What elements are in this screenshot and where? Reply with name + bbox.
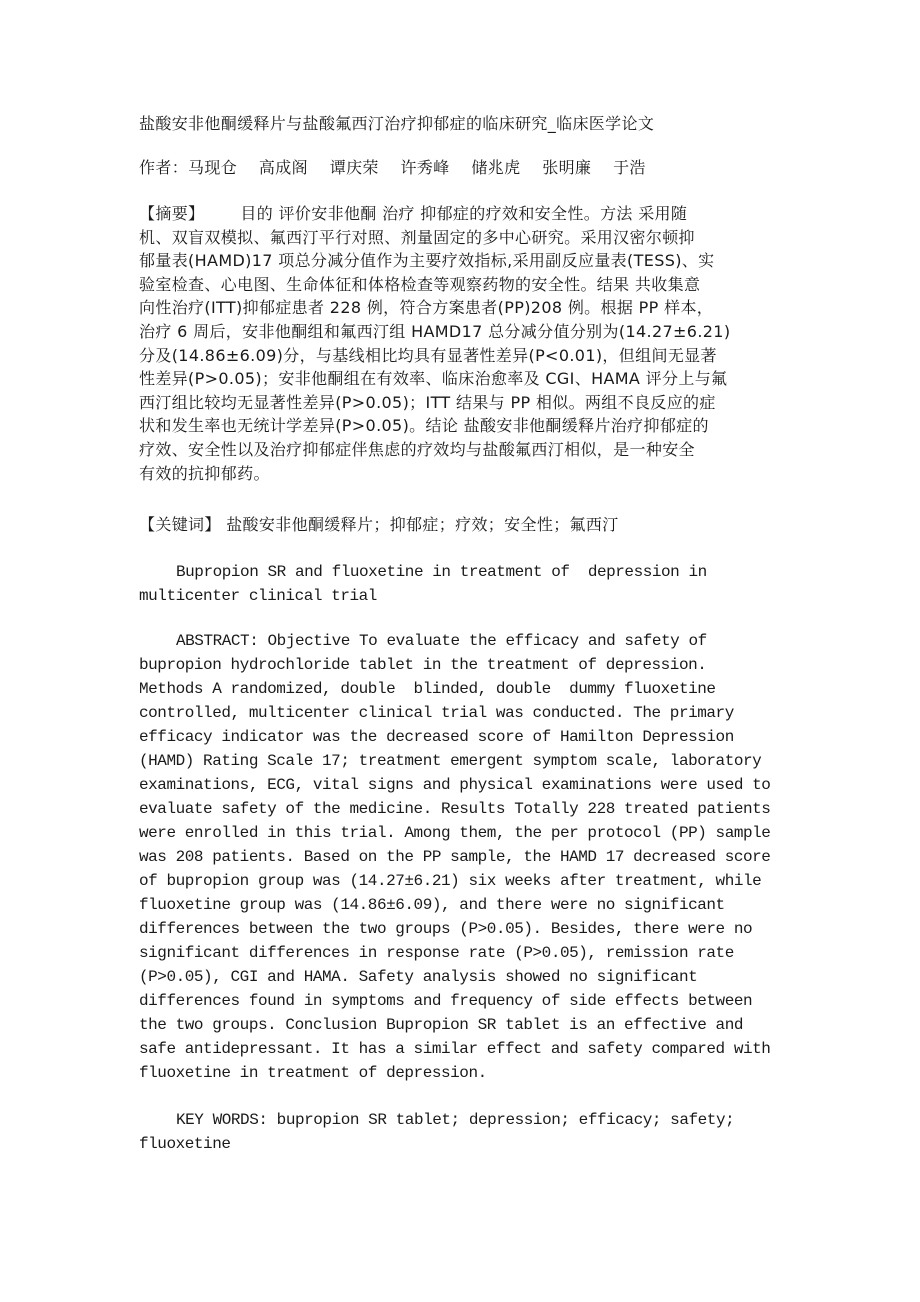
abstract-en-line: safe antidepressant. It has a similar effect and safety compared with <box>139 1040 771 1058</box>
keywords-en-line: KEY WORDS: bupropion SR tablet; depression; efficacy; safety; <box>176 1111 735 1129</box>
abstract-en-line: differences found in symptoms and frequency of side effects between <box>139 992 753 1010</box>
abstract-cn-line: 验室检查、心电图、生命体征和体格检查等观察药物的安全性。结果 共收集意 <box>139 275 701 294</box>
abstract-cn-line: 分及(14.86±6.09)分，与基线相比均具有显著性差异(P<0.01)，但组间无显著 <box>139 346 717 365</box>
abstract-cn-line: 目的 评价安非他酮 治疗 抑郁症的疗效和安全性。方法 采用随 <box>240 204 688 223</box>
document-title: 盐酸安非他酮缓释片与盐酸氟西汀治疗抑郁症的临床研究_临床医学论文 <box>139 114 655 133</box>
abstract-en-line: differences between the two groups (P>0.05). Besides, there were no <box>139 920 753 938</box>
english-title-line: Bupropion SR and fluoxetine in treatment of depression in <box>176 563 707 581</box>
abstract-cn-first-line <box>139 204 687 224</box>
abstract-cn-line: 疗效、安全性以及治疗抑郁症伴焦虑的疗效均与盐酸氟西汀相似，是一种安全 <box>139 440 695 459</box>
keywords-en-line: fluoxetine <box>139 1135 231 1153</box>
abstract-cn-line: 治疗 6 周后，安非他酮组和氟西汀组 HAMD17 总分减分值分别为(14.27±6.21) <box>139 322 731 341</box>
abstract-en-line: the two groups. Conclusion Bupropion SR tablet is an effective and <box>139 1016 744 1034</box>
keywords-cn-label: 【关键词】 <box>139 515 221 534</box>
abstract-en-line: ABSTRACT: Objective To evaluate the efficacy and safety of <box>176 632 707 650</box>
keywords-cn-text: 盐酸安非他酮缓释片；抑郁症；疗效；安全性；氟西汀 <box>226 515 619 534</box>
abstract-cn-line: 郁量表(HAMD)17 项总分减分值作为主要疗效指标,采用副反应量表(TESS)、实 <box>139 251 715 270</box>
abstract-en-line: efficacy indicator was the decreased score of Hamilton Depression <box>139 728 734 746</box>
abstract-en-line: Methods A randomized, double blinded, double dummy fluoxetine <box>139 680 716 698</box>
abstract-cn-line: 西汀组比较均无显著性差异(P>0.05)；ITT 结果与 PP 相似。两组不良反应的症 <box>139 393 716 412</box>
abstract-en-line: significant differences in response rate (P>0.05), remission rate <box>139 944 734 962</box>
abstract-cn-line: 有效的抗抑郁药。 <box>139 464 270 483</box>
abstract-en-line: (P>0.05), CGI and HAMA. Safety analysis showed no significant <box>139 968 698 986</box>
abstract-cn-line: 向性治疗(ITT)抑郁症患者 228 例，符合方案患者(PP)208 例。根据 PP 样本， <box>139 298 714 317</box>
abstract-en-line: were enrolled in this trial. Among them, the per protocol (PP) sample <box>139 824 771 842</box>
abstract-en-line: bupropion hydrochloride tablet in the treatment of depression. <box>139 656 707 674</box>
abstract-en-line: fluoxetine in treatment of depression. <box>139 1064 487 1082</box>
authors-line: 作者：马现仓 高成阁 谭庆荣 许秀峰 储兆虎 张明廉 于浩 <box>139 158 646 177</box>
keywords-cn <box>139 515 619 535</box>
abstract-en-line: fluoxetine group was (14.86±6.09), and there were no significant <box>139 896 725 914</box>
abstract-en-line: was 208 patients. Based on the PP sample, the HAMD 17 decreased score <box>139 848 771 866</box>
abstract-en-line: evaluate safety of the medicine. Results Totally 228 treated patients <box>139 800 771 818</box>
abstract-en-line: examinations, ECG, vital signs and physical examinations were used to <box>139 776 771 794</box>
abstract-en-line: (HAMD) Rating Scale 17; treatment emergent symptom scale, laboratory <box>139 752 762 770</box>
abstract-cn-line: 性差异(P>0.05)；安非他酮组在有效率、临床治愈率及 CGI、HAMA 评分上与氟 <box>139 369 728 388</box>
abstract-en-line: controlled, multicenter clinical trial was conducted. The primary <box>139 704 734 722</box>
abstract-cn-label: 【摘要】 <box>139 204 205 223</box>
abstract-cn-line: 机、双盲双模拟、氟西汀平行对照、剂量固定的多中心研究。采用汉密尔顿抑 <box>139 228 695 247</box>
abstract-cn-line: 状和发生率也无统计学差异(P>0.05)。结论 盐酸安非他酮缓释片治疗抑郁症的 <box>139 416 709 435</box>
english-title-line: multicenter clinical trial <box>139 587 377 605</box>
abstract-en-line: of bupropion group was (14.27±6.21) six weeks after treatment, while <box>139 872 762 890</box>
